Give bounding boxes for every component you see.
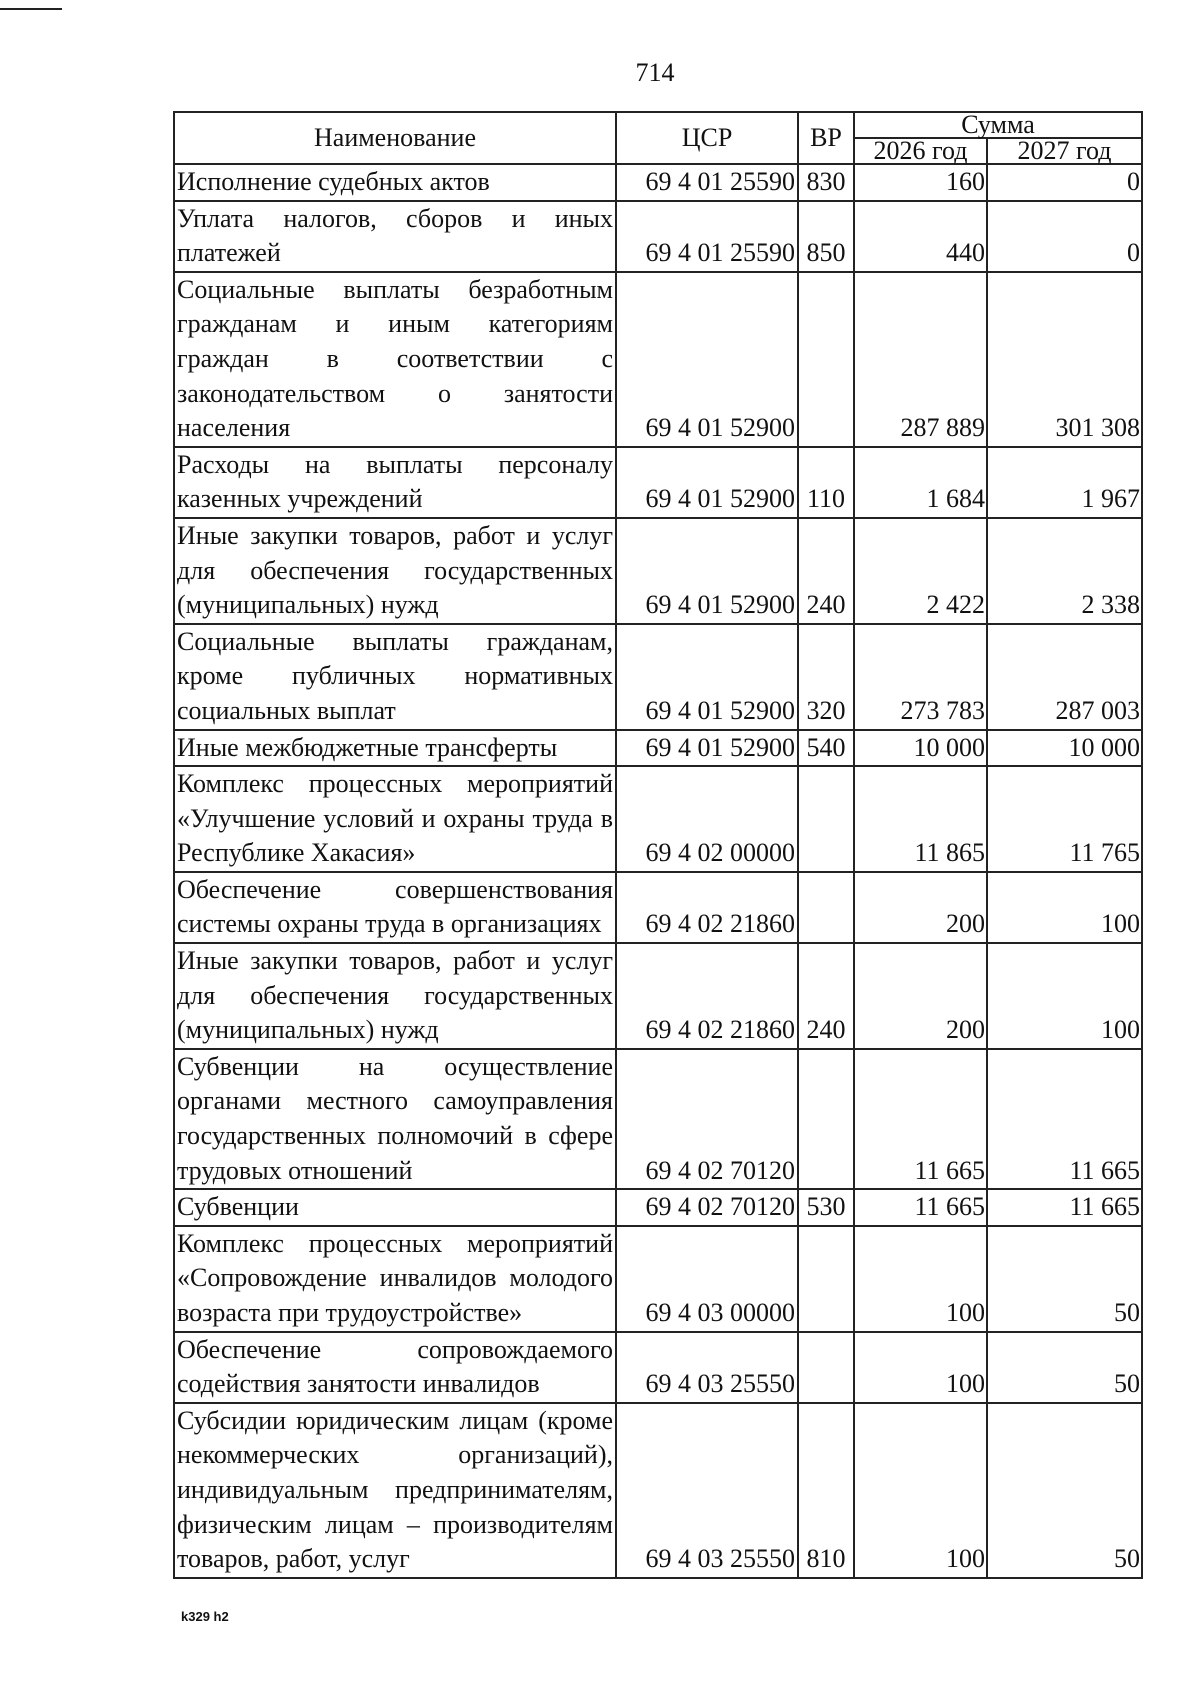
row-sum-2026: 11 665 xyxy=(854,1049,987,1189)
page-number: 714 xyxy=(635,58,675,87)
row-vr xyxy=(798,872,854,943)
row-vr xyxy=(798,766,854,872)
table-row xyxy=(174,730,1142,767)
row-sum-2026: 11 865 xyxy=(854,766,987,872)
row-sum-2027: 11 765 xyxy=(987,766,1142,872)
row-sum-2027: 10 000 xyxy=(987,730,1142,767)
row-vr: 240 xyxy=(798,518,854,624)
table-row xyxy=(174,1226,1142,1332)
row-csr: 69 4 02 00000 xyxy=(616,766,798,872)
row-csr: 69 4 01 52900 xyxy=(616,518,798,624)
row-sum-2026: 160 xyxy=(854,164,987,201)
row-sum-2027: 301 308 xyxy=(987,272,1142,447)
row-csr: 69 4 03 00000 xyxy=(616,1226,798,1332)
row-sum-2026: 2 422 xyxy=(854,518,987,624)
row-name: Социальные выплаты гражданам, кроме публичных нормативных социальных выплат xyxy=(174,624,616,730)
row-sum-2027: 50 xyxy=(987,1226,1142,1332)
row-name: Уплата налогов, сборов и иных платежей xyxy=(174,201,616,272)
row-csr: 69 4 01 25590 xyxy=(616,164,798,201)
row-vr: 530 xyxy=(798,1189,854,1226)
header-csr: ЦСР xyxy=(616,112,798,164)
row-name: Субвенции на осуществление органами местного самоуправления государственных полномочий в сфере трудовых отношений xyxy=(174,1049,616,1189)
row-csr: 69 4 02 70120 xyxy=(616,1049,798,1189)
row-vr: 540 xyxy=(798,730,854,767)
scan-edge-mark xyxy=(0,8,62,10)
table-row xyxy=(174,447,1142,518)
row-name: Комплекс процессных мероприятий «Улучшение условий и охраны труда в Республике Хакасия» xyxy=(174,766,616,872)
row-csr: 69 4 01 52900 xyxy=(616,272,798,447)
row-sum-2027: 1 967 xyxy=(987,447,1142,518)
table-row xyxy=(174,1189,1142,1226)
row-vr: 320 xyxy=(798,624,854,730)
row-name: Субсидии юридическим лицам (кроме некоммерческих организаций), индивидуальным предпринимателям, физическим лицам – производителям товаров, работ, услуг xyxy=(174,1403,616,1578)
row-vr: 850 xyxy=(798,201,854,272)
header-name: Наименование xyxy=(174,112,616,164)
row-vr: 240 xyxy=(798,943,854,1049)
row-sum-2026: 100 xyxy=(854,1332,987,1403)
row-sum-2027: 100 xyxy=(987,872,1142,943)
row-name: Обеспечение сопровождаемого содействия занятости инвалидов xyxy=(174,1332,616,1403)
table-row xyxy=(174,1403,1142,1578)
row-name: Комплекс процессных мероприятий «Сопровождение инвалидов молодого возраста при трудоустройстве» xyxy=(174,1226,616,1332)
row-sum-2026: 11 665 xyxy=(854,1189,987,1226)
table-row xyxy=(174,164,1142,201)
row-csr: 69 4 01 52900 xyxy=(616,447,798,518)
table-row xyxy=(174,1332,1142,1403)
row-sum-2026: 1 684 xyxy=(854,447,987,518)
row-csr: 69 4 01 52900 xyxy=(616,730,798,767)
header-vr: ВР xyxy=(798,112,854,164)
row-vr xyxy=(798,1332,854,1403)
row-sum-2027: 287 003 xyxy=(987,624,1142,730)
row-sum-2026: 440 xyxy=(854,201,987,272)
row-name: Иные закупки товаров, работ и услуг для обеспечения государственных (муниципальных) нужд xyxy=(174,943,616,1049)
row-csr: 69 4 02 21860 xyxy=(616,872,798,943)
row-name: Иные закупки товаров, работ и услуг для обеспечения государственных (муниципальных) нужд xyxy=(174,518,616,624)
header-year-2026: 2026 год xyxy=(854,138,987,164)
row-sum-2027: 0 xyxy=(987,201,1142,272)
header-year-2027: 2027 год xyxy=(987,138,1142,164)
row-sum-2027: 50 xyxy=(987,1403,1142,1578)
table-row xyxy=(174,272,1142,447)
row-sum-2026: 200 xyxy=(854,872,987,943)
table-row xyxy=(174,518,1142,624)
row-sum-2026: 100 xyxy=(854,1403,987,1578)
row-vr: 830 xyxy=(798,164,854,201)
row-sum-2027: 100 xyxy=(987,943,1142,1049)
row-sum-2026: 100 xyxy=(854,1226,987,1332)
row-name: Иные межбюджетные трансферты xyxy=(174,730,616,767)
row-sum-2027: 11 665 xyxy=(987,1049,1142,1189)
row-name: Субвенции xyxy=(174,1189,616,1226)
row-name: Социальные выплаты безработным гражданам и иным категориям граждан в соответствии с законодательством о занятости населения xyxy=(174,272,616,447)
table-row xyxy=(174,943,1142,1049)
row-sum-2027: 0 xyxy=(987,164,1142,201)
row-vr xyxy=(798,1049,854,1189)
row-name: Расходы на выплаты персоналу казенных учреждений xyxy=(174,447,616,518)
row-csr: 69 4 01 52900 xyxy=(616,624,798,730)
table-row xyxy=(174,624,1142,730)
row-sum-2027: 50 xyxy=(987,1332,1142,1403)
header-sum: Сумма xyxy=(854,112,1142,138)
table-header xyxy=(174,112,1142,164)
table-row xyxy=(174,766,1142,872)
table-row xyxy=(174,1049,1142,1189)
row-sum-2026: 200 xyxy=(854,943,987,1049)
table-body xyxy=(174,164,1142,1578)
row-csr: 69 4 02 21860 xyxy=(616,943,798,1049)
row-sum-2026: 10 000 xyxy=(854,730,987,767)
row-vr: 110 xyxy=(798,447,854,518)
budget-table xyxy=(173,111,1143,1579)
document-code: k329 h2 xyxy=(181,1609,229,1624)
row-sum-2026: 273 783 xyxy=(854,624,987,730)
row-sum-2026: 287 889 xyxy=(854,272,987,447)
row-csr: 69 4 03 25550 xyxy=(616,1332,798,1403)
row-vr: 810 xyxy=(798,1403,854,1578)
row-vr xyxy=(798,272,854,447)
row-sum-2027: 2 338 xyxy=(987,518,1142,624)
row-csr: 69 4 01 25590 xyxy=(616,201,798,272)
row-name: Исполнение судебных актов xyxy=(174,164,616,201)
table-row xyxy=(174,201,1142,272)
row-sum-2027: 11 665 xyxy=(987,1189,1142,1226)
row-csr: 69 4 02 70120 xyxy=(616,1189,798,1226)
row-name: Обеспечение совершенствования системы охраны труда в организациях xyxy=(174,872,616,943)
row-csr: 69 4 03 25550 xyxy=(616,1403,798,1578)
table-row xyxy=(174,872,1142,943)
row-vr xyxy=(798,1226,854,1332)
